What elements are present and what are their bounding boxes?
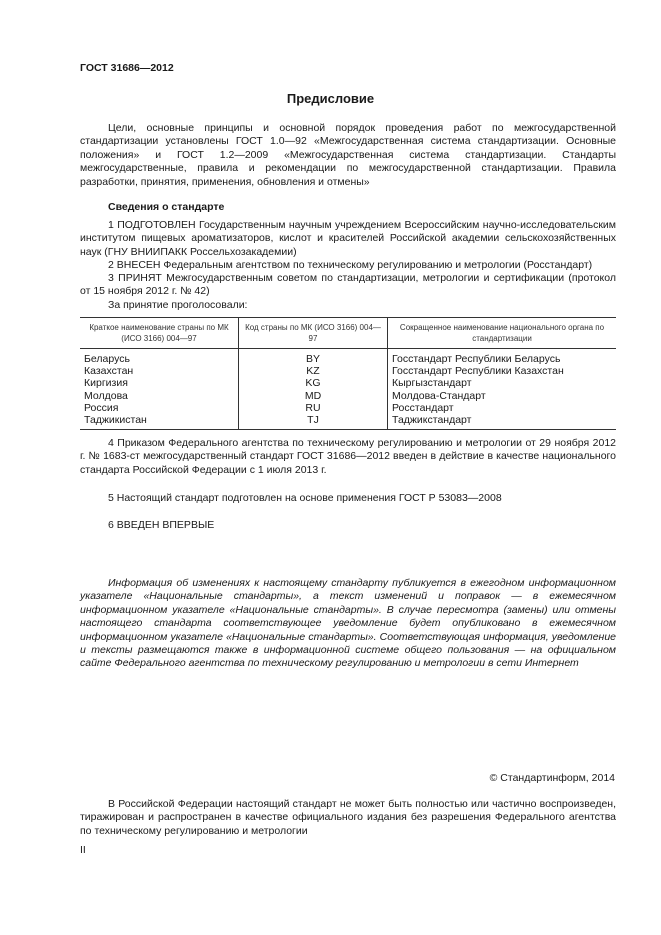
voting-states-table bbox=[80, 317, 616, 430]
copyright-notice: © Стандартинформ, 2014 bbox=[489, 772, 615, 784]
intro-paragraph: Цели, основные принципы и основной порядок проведения работ по межгосударственной стандартизации установлены ГОСТ 1.0—92 «Межгосударственная система стандартизации. Основные положения» и ГОСТ 1.2—2009 «Межгосударственная система стандартизации. Стандарты межгосударственные, правила и рекомендации по межгосударственной стандартизации. Правила разработки, принятия, применения, обновления и отмены» bbox=[80, 122, 616, 188]
country-code: MD bbox=[239, 390, 388, 402]
country-name: Россия bbox=[84, 401, 119, 414]
table-row bbox=[80, 402, 616, 414]
table-header-body: Сокращенное наименование национального органа по стандартизации bbox=[388, 318, 617, 349]
item-4-paragraph: 4 Приказом Федерального агентства по техническому регулированию и метрологии от 29 ноября 2012 г. № 1683-ст межгосударственный стандарт ГОСТ 31686—2012 введен в действие в качестве национального стандарта Российской Федерации с 1 июля 2013 г. bbox=[80, 437, 616, 476]
table-row bbox=[80, 349, 616, 366]
table-header-code: Код страны по МК (ИСО 3166) 004—97 bbox=[239, 318, 388, 349]
page-number: II bbox=[80, 844, 86, 856]
standards-body: Молдова-Стандарт bbox=[388, 390, 617, 402]
country-name: Молдова bbox=[84, 389, 128, 402]
item-5-paragraph: 5 Настоящий стандарт подготовлен на основе применения ГОСТ Р 53083—2008 bbox=[108, 492, 502, 504]
country-code: KZ bbox=[239, 365, 388, 377]
item-3-paragraph: 3 ПРИНЯТ Межгосударственным советом по стандартизации, метрологии и сертификации (протокол от 15 ноября 2012 г. № 42) bbox=[80, 272, 616, 298]
table-row bbox=[80, 377, 616, 389]
table-row bbox=[80, 414, 616, 430]
changes-information-note: Информация об изменениях к настоящему стандарту публикуется в ежегодном информационном указателе «Национальные стандарты», а текст изменений и поправок — в ежемесячном информационном указателе «Национальные стандарты». В случае пересмотра (замены) или отмены настоящего стандарта соответствующее уведомление будет опубликовано в ежемесячном информационном указателе «Национальные стандарты». Соответствующая информация, уведомление и тексты размещаются также в информационной системе общего пользования — на официальном сайте Федерального агентства по техническому регулированию и метрологии в сети Интернет bbox=[80, 577, 616, 670]
country-name: Беларусь bbox=[84, 353, 130, 365]
table-row bbox=[80, 365, 616, 377]
item-6-paragraph: 6 ВВЕДЕН ВПЕРВЫЕ bbox=[108, 519, 215, 531]
country-name: Киргизия bbox=[84, 377, 128, 390]
standards-body: Госстандарт Республики Беларусь bbox=[388, 349, 617, 366]
standards-body: Кыргызстандарт bbox=[388, 377, 617, 389]
standards-body: Росстандарт bbox=[388, 402, 617, 414]
page-title: Предисловие bbox=[286, 91, 375, 106]
table-row bbox=[80, 390, 616, 402]
country-code: KG bbox=[239, 377, 388, 389]
country-name: Таджикистан bbox=[80, 414, 239, 430]
vote-intro: За принятие проголосовали: bbox=[108, 299, 248, 311]
document-code-header: ГОСТ 31686—2012 bbox=[80, 62, 174, 74]
table-header-row bbox=[80, 318, 616, 349]
standards-body: Таджикстандарт bbox=[388, 414, 617, 430]
standards-body: Госстандарт Республики Казахстан bbox=[388, 365, 617, 377]
section-title: Сведения о стандарте bbox=[108, 201, 225, 213]
country-code: RU bbox=[239, 402, 388, 414]
country-code: BY bbox=[239, 349, 388, 366]
country-name: Казахстан bbox=[84, 365, 134, 378]
country-code: TJ bbox=[239, 414, 388, 430]
item-2-paragraph: 2 ВНЕСЕН Федеральным агентством по техническому регулированию и метрологии (Росстандарт) bbox=[108, 259, 593, 271]
item-1-paragraph: 1 ПОДГОТОВЛЕН Государственным научным учреждением Всероссийским научно-исследовательским институтом пищевых ароматизаторов, кислот и красителей Российской академии сельскохозяйственных наук (ГНУ ВНИИПАКК Россельхозакадемии) bbox=[80, 219, 616, 258]
reproduction-notice: В Российской Федерации настоящий стандарт не может быть полностью или частично воспроизведен, тиражирован и распространен в качестве официального издания без разрешения Федерального агентства по техническому регулированию и метрологии bbox=[80, 798, 616, 837]
table-header-country: Краткое наименование страны по МК (ИСО 3166) 004—97 bbox=[80, 318, 239, 349]
